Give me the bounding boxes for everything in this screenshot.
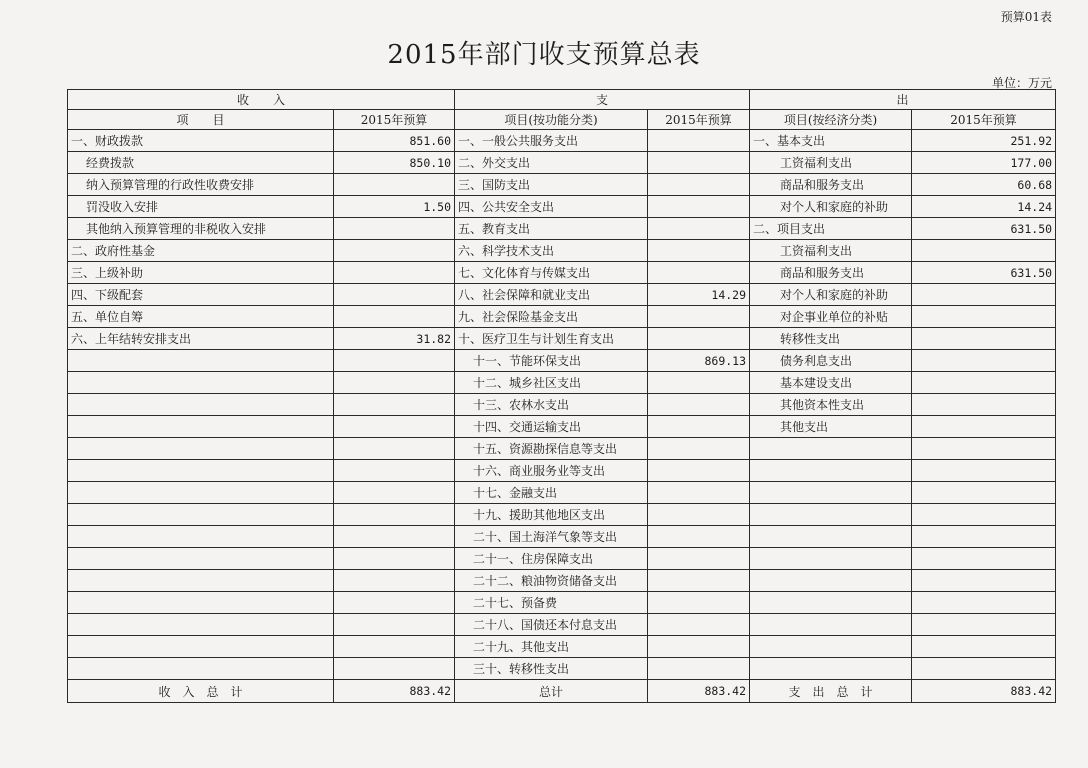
func-item: 一、一般公共服务支出: [455, 130, 648, 152]
income-item: 二、政府性基金: [68, 240, 334, 262]
table-row: [68, 570, 1056, 592]
income-value: 850.10: [334, 152, 455, 174]
econ-value: [912, 328, 1056, 350]
func-item: 九、社会保险基金支出: [455, 306, 648, 328]
income-value: [334, 460, 455, 482]
econ-item: 一、基本支出: [750, 130, 912, 152]
table-row: [68, 416, 1056, 438]
econ-value: [912, 240, 1056, 262]
func-item: 二十、国土海洋气象等支出: [455, 526, 648, 548]
income-item: [68, 658, 334, 680]
econ-item: 其他资本性支出: [750, 394, 912, 416]
income-value: [334, 350, 455, 372]
func-item: 二、外交支出: [455, 152, 648, 174]
income-value: 851.60: [334, 130, 455, 152]
func-item: 三、国防支出: [455, 174, 648, 196]
income-item: [68, 636, 334, 658]
table-row: [68, 130, 1056, 152]
func-value: [648, 174, 750, 196]
econ-item: [750, 636, 912, 658]
income-value: [334, 570, 455, 592]
econ-value: [912, 614, 1056, 636]
func-value: [648, 130, 750, 152]
table-row: [68, 218, 1056, 240]
econ-item: [750, 438, 912, 460]
income-item: [68, 350, 334, 372]
income-value: [334, 416, 455, 438]
func-value: [648, 306, 750, 328]
table-row: [68, 262, 1056, 284]
table-row: [68, 284, 1056, 306]
econ-value: [912, 372, 1056, 394]
income-item: [68, 592, 334, 614]
income-item: [68, 482, 334, 504]
func-item: 三十、转移性支出: [455, 658, 648, 680]
income-value: [334, 284, 455, 306]
econ-item: [750, 504, 912, 526]
econ-value: 631.50: [912, 262, 1056, 284]
income-value: [334, 636, 455, 658]
income-group-header: 收 入: [68, 90, 455, 110]
econ-item: 二、项目支出: [750, 218, 912, 240]
income-item: [68, 570, 334, 592]
func-item: 二十二、粮油物资储备支出: [455, 570, 648, 592]
func-value: [648, 262, 750, 284]
income-value: [334, 394, 455, 416]
income-item: [68, 438, 334, 460]
econ-item: [750, 658, 912, 680]
table-row: [68, 504, 1056, 526]
income-value: [334, 592, 455, 614]
econ-value: 14.24: [912, 196, 1056, 218]
econ-value: [912, 526, 1056, 548]
func-value: [648, 372, 750, 394]
income-item: 其他纳入预算管理的非税收入安排: [68, 218, 334, 240]
func-value: [648, 416, 750, 438]
func-value: [648, 526, 750, 548]
econ-value: 251.92: [912, 130, 1056, 152]
col-header-income-budget: 2015年预算: [334, 110, 455, 130]
income-item: 六、上年结转安排支出: [68, 328, 334, 350]
income-item: [68, 372, 334, 394]
econ-value: [912, 548, 1056, 570]
income-value: [334, 306, 455, 328]
econ-item: [750, 614, 912, 636]
budget-summary-table: [67, 89, 1056, 703]
expenditure-total-value: 883.42: [912, 680, 1056, 703]
table-row: [68, 240, 1056, 262]
totals-row: [68, 680, 1056, 703]
func-item: 十二、城乡社区支出: [455, 372, 648, 394]
econ-item: 对企事业单位的补贴: [750, 306, 912, 328]
func-total-value: 883.42: [648, 680, 750, 703]
income-total-value: 883.42: [334, 680, 455, 703]
econ-value: [912, 636, 1056, 658]
table-row: [68, 460, 1056, 482]
income-value: [334, 240, 455, 262]
econ-value: 177.00: [912, 152, 1056, 174]
func-value: [648, 636, 750, 658]
econ-value: [912, 284, 1056, 306]
table-row: [68, 526, 1056, 548]
econ-item: [750, 570, 912, 592]
income-item: [68, 526, 334, 548]
func-item: 十六、商业服务业等支出: [455, 460, 648, 482]
income-value: [334, 174, 455, 196]
func-item: 二十九、其他支出: [455, 636, 648, 658]
econ-item: 转移性支出: [750, 328, 912, 350]
econ-value: [912, 416, 1056, 438]
income-value: [334, 504, 455, 526]
func-value: [648, 394, 750, 416]
table-row: [68, 636, 1056, 658]
func-value: 14.29: [648, 284, 750, 306]
income-item: [68, 614, 334, 636]
income-item: [68, 416, 334, 438]
econ-value: 631.50: [912, 218, 1056, 240]
func-value: [648, 460, 750, 482]
table-row: [68, 328, 1056, 350]
func-value: [648, 548, 750, 570]
econ-value: [912, 504, 1056, 526]
func-value: [648, 504, 750, 526]
econ-item: 其他支出: [750, 416, 912, 438]
income-value: [334, 614, 455, 636]
income-value: [334, 372, 455, 394]
form-number: 预算01表: [1000, 10, 1052, 24]
table-row: [68, 438, 1056, 460]
income-total-label: 收 入 总 计: [68, 680, 334, 703]
table-row: [68, 394, 1056, 416]
func-item: 十三、农林水支出: [455, 394, 648, 416]
func-value: [648, 658, 750, 680]
table-row: [68, 482, 1056, 504]
func-value: 869.13: [648, 350, 750, 372]
econ-value: [912, 460, 1056, 482]
income-value: [334, 526, 455, 548]
func-item: 十一、节能环保支出: [455, 350, 648, 372]
table-row: [68, 174, 1056, 196]
econ-item: [750, 482, 912, 504]
income-value: [334, 658, 455, 680]
econ-item: [750, 592, 912, 614]
income-value: [334, 218, 455, 240]
expenditure-group-header-left: 支: [455, 90, 750, 110]
income-value: [334, 548, 455, 570]
table-row: [68, 372, 1056, 394]
func-value: [648, 482, 750, 504]
table-row: [68, 614, 1056, 636]
econ-value: [912, 658, 1056, 680]
income-value: [334, 438, 455, 460]
income-item: [68, 460, 334, 482]
func-item: 七、文化体育与传媒支出: [455, 262, 648, 284]
econ-value: [912, 482, 1056, 504]
econ-value: [912, 350, 1056, 372]
table-row: [68, 196, 1056, 218]
econ-item: [750, 526, 912, 548]
econ-value: 60.68: [912, 174, 1056, 196]
econ-value: [912, 592, 1056, 614]
econ-item: 工资福利支出: [750, 152, 912, 174]
income-value: 1.50: [334, 196, 455, 218]
income-item: 四、下级配套: [68, 284, 334, 306]
econ-item: 工资福利支出: [750, 240, 912, 262]
income-item: 一、财政拨款: [68, 130, 334, 152]
income-value: 31.82: [334, 328, 455, 350]
income-value: [334, 262, 455, 284]
func-item: 五、教育支出: [455, 218, 648, 240]
col-header-econ-item: 项目(按经济分类): [750, 110, 912, 130]
header-row-group: [68, 90, 1056, 110]
income-item: [68, 548, 334, 570]
unit-label: 单位：万元: [991, 76, 1052, 90]
econ-value: [912, 438, 1056, 460]
func-item: 四、公共安全支出: [455, 196, 648, 218]
func-value: [648, 240, 750, 262]
page-title: 2015年部门收支预算总表: [387, 40, 701, 70]
table-row: [68, 350, 1056, 372]
econ-value: [912, 394, 1056, 416]
col-header-item: 项 目: [68, 110, 334, 130]
func-total-label: 总计: [455, 680, 648, 703]
income-item: [68, 504, 334, 526]
table-row: [68, 306, 1056, 328]
income-item: 五、单位自筹: [68, 306, 334, 328]
func-item: 六、科学技术支出: [455, 240, 648, 262]
func-value: [648, 438, 750, 460]
func-item: 十七、金融支出: [455, 482, 648, 504]
func-value: [648, 592, 750, 614]
col-header-econ-budget: 2015年预算: [912, 110, 1056, 130]
col-header-func-budget: 2015年预算: [648, 110, 750, 130]
func-value: [648, 152, 750, 174]
func-value: [648, 328, 750, 350]
econ-item: 基本建设支出: [750, 372, 912, 394]
econ-item: [750, 548, 912, 570]
func-value: [648, 570, 750, 592]
income-item: 经费拨款: [68, 152, 334, 174]
func-item: 八、社会保障和就业支出: [455, 284, 648, 306]
econ-item: [750, 460, 912, 482]
table-row: [68, 658, 1056, 680]
income-item: [68, 394, 334, 416]
income-item: 罚没收入安排: [68, 196, 334, 218]
expenditure-group-header-right: 出: [750, 90, 1056, 110]
income-value: [334, 482, 455, 504]
func-item: 十九、援助其他地区支出: [455, 504, 648, 526]
econ-value: [912, 570, 1056, 592]
func-value: [648, 218, 750, 240]
income-item: 三、上级补助: [68, 262, 334, 284]
econ-item: 对个人和家庭的补助: [750, 196, 912, 218]
econ-item: 商品和服务支出: [750, 262, 912, 284]
econ-item: 商品和服务支出: [750, 174, 912, 196]
func-value: [648, 614, 750, 636]
econ-value: [912, 306, 1056, 328]
func-value: [648, 196, 750, 218]
table-row: [68, 548, 1056, 570]
income-item: 纳入预算管理的行政性收费安排: [68, 174, 334, 196]
econ-item: 对个人和家庭的补助: [750, 284, 912, 306]
func-item: 十五、资源勘探信息等支出: [455, 438, 648, 460]
expenditure-total-label: 支 出 总 计: [750, 680, 912, 703]
econ-item: 债务利息支出: [750, 350, 912, 372]
table-row: [68, 152, 1056, 174]
func-item: 二十七、预备费: [455, 592, 648, 614]
col-header-func-item: 项目(按功能分类): [455, 110, 648, 130]
header-row-columns: [68, 110, 1056, 130]
table-row: [68, 592, 1056, 614]
func-item: 十、医疗卫生与计划生育支出: [455, 328, 648, 350]
func-item: 二十一、住房保障支出: [455, 548, 648, 570]
func-item: 二十八、国债还本付息支出: [455, 614, 648, 636]
func-item: 十四、交通运输支出: [455, 416, 648, 438]
